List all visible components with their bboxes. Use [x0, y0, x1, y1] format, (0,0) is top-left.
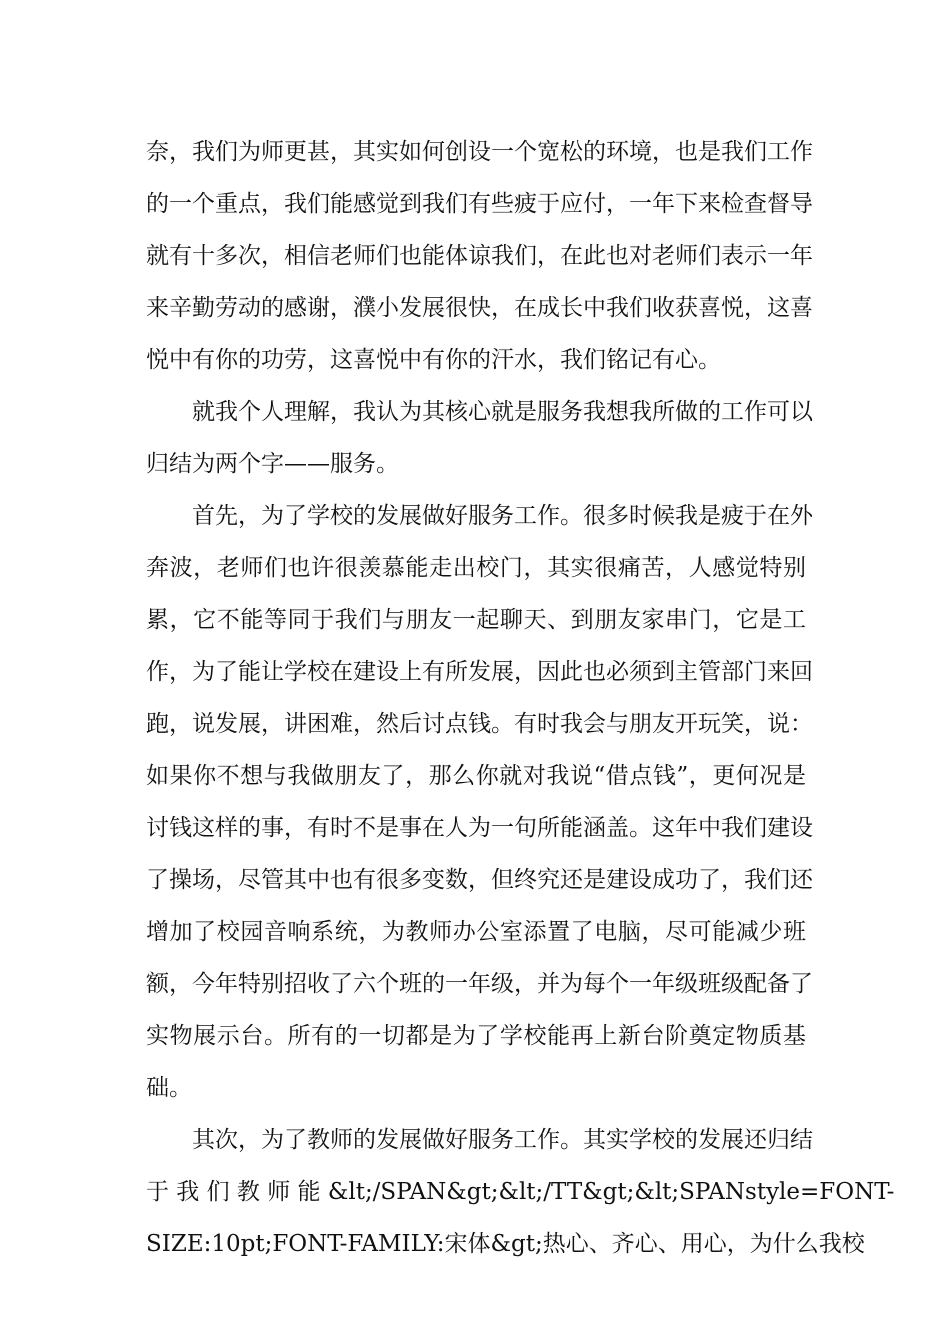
text-line: 归结为两个字——服务。 [146, 451, 399, 477]
text-line: 础。 [146, 1075, 192, 1101]
text-line: 来辛勤劳动的感谢，濮小发展很快，在成长中我们收获喜悦，这喜 [146, 295, 813, 321]
text-line: 就有十多次，相信老师们也能体谅我们，在此也对老师们表示一年 [146, 243, 813, 269]
text-line: SIZE:10pt;FONT-FAMILY:宋体&gt;热心、齐心、用心，为什么我校 [146, 1231, 865, 1257]
document-body [146, 126, 895, 1270]
text-line: 的一个重点，我们能感觉到我们有些疲于应付，一年下来检查督导 [146, 191, 813, 217]
text-line: 累，它不能等同于我们与朋友一起聊天、到朋友家串门，它是工 [146, 607, 806, 633]
text-line: 奈，我们为师更甚，其实如何创设一个宽松的环境，也是我们工作 [146, 139, 813, 165]
text-line: 了操场，尽管其中也有很多变数，但终究还是建设成功了，我们还 [146, 867, 813, 893]
text-line: 奔波，老师们也许很羡慕能走出校门，其实很痛苦，人感觉特别 [146, 555, 806, 581]
text-line: 实物展示台。所有的一切都是为了学校能再上新台阶奠定物质基 [146, 1023, 806, 1049]
text-line: 首先，为了学校的发展做好服务工作。很多时候我是疲于在外 [192, 503, 813, 529]
text-line: 于 我 们 教 师 能 &lt;/SPAN&gt;&lt;/TT&gt;&lt;SPANstyle=FONT- [146, 1179, 895, 1205]
text-line: 如果你不想与我做朋友了，那么你就对我说“借点钱”，更何况是 [146, 763, 806, 789]
text-line: 增加了校园音响系统，为教师办公室添置了电脑，尽可能减少班 [146, 919, 806, 945]
text-line: 额，今年特别招收了六个班的一年级，并为每个一年级班级配备了 [146, 971, 813, 997]
text-line: 讨钱这样的事，有时不是事在人为一句所能涵盖。这年中我们建设 [146, 815, 813, 841]
text-line: 跑，说发展，讲困难，然后讨点钱。有时我会与朋友开玩笑，说： [146, 711, 813, 737]
text-line: 悦中有你的功劳，这喜悦中有你的汗水，我们铭记有心。 [146, 347, 721, 373]
text-line: 就我个人理解，我认为其核心就是服务我想我所做的工作可以 [192, 399, 813, 425]
text-line: 其次，为了教师的发展做好服务工作。其实学校的发展还归结 [192, 1127, 813, 1153]
text-line: 作，为了能让学校在建设上有所发展，因此也必须到主管部门来回 [146, 659, 813, 685]
